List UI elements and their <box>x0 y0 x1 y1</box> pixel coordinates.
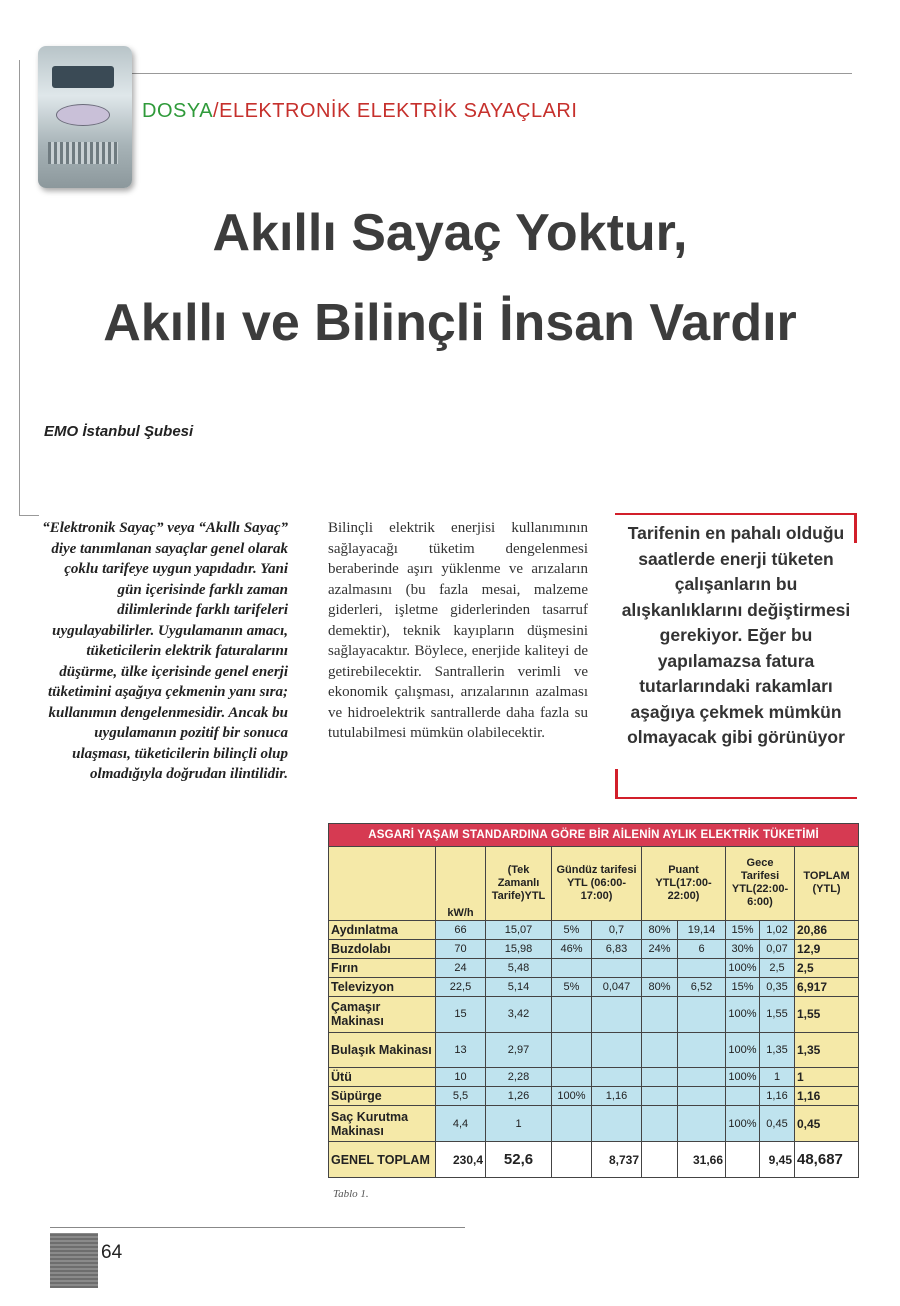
table-cell: 1,16 <box>592 1087 642 1106</box>
table-cell: 100% <box>552 1087 592 1106</box>
table-cell: 30% <box>726 939 760 958</box>
table-cell: 24% <box>642 939 678 958</box>
table-cell: 15,07 <box>486 920 552 939</box>
table-cell <box>678 1068 726 1087</box>
table-cell: 3,42 <box>486 996 552 1032</box>
table-cell: 15% <box>726 920 760 939</box>
total-cell: 52,6 <box>486 1142 552 1178</box>
table-row <box>329 939 859 958</box>
table-cell <box>678 1087 726 1106</box>
meter-display <box>52 66 114 88</box>
row-label: Buzdolabı <box>329 939 436 958</box>
table-cell: 100% <box>726 1032 760 1068</box>
table-cell: 1,16 <box>795 1087 859 1106</box>
table-cell: 5% <box>552 920 592 939</box>
meter-terminal-strip <box>48 142 118 164</box>
total-cell: 31,66 <box>678 1142 726 1178</box>
frame-left-rule <box>19 60 20 515</box>
table-cell: 100% <box>726 1106 760 1142</box>
article-title <box>40 188 860 368</box>
table-cell <box>552 1068 592 1087</box>
pull-quote-rule-left <box>615 769 618 799</box>
table-row <box>329 977 859 996</box>
table-cell: 0,7 <box>592 920 642 939</box>
table-cell <box>552 996 592 1032</box>
table-cell: 6,83 <box>592 939 642 958</box>
header-cell: Gece Tarifesi YTL(22:00-6:00) <box>726 846 795 920</box>
table-cell: 0,45 <box>760 1106 795 1142</box>
total-cell <box>552 1142 592 1178</box>
table-cell: 2,97 <box>486 1032 552 1068</box>
total-cell <box>726 1142 760 1178</box>
table-cell: 100% <box>726 1068 760 1087</box>
table-cell <box>592 1106 642 1142</box>
table-cell: 1,35 <box>760 1032 795 1068</box>
table-cell <box>552 958 592 977</box>
header-cell: Gündüz tarifesi YTL (06:00-17:00) <box>552 846 642 920</box>
table-cell: 0,45 <box>795 1106 859 1142</box>
row-label: Televizyon <box>329 977 436 996</box>
total-cell: 8,737 <box>592 1142 642 1178</box>
table-cell: 1 <box>486 1106 552 1142</box>
table-cell <box>726 1087 760 1106</box>
table-cell: 66 <box>436 920 486 939</box>
table-cell: 15,98 <box>486 939 552 958</box>
table-cell: 80% <box>642 977 678 996</box>
table-row <box>329 1106 859 1142</box>
table-cell: 1,35 <box>795 1032 859 1068</box>
table-cell: 6 <box>678 939 726 958</box>
table-footnote: Tablo 1. <box>333 1188 369 1200</box>
table-cell <box>642 1106 678 1142</box>
table-cell: 0,047 <box>592 977 642 996</box>
table-cell: 2,28 <box>486 1068 552 1087</box>
table-total-row <box>329 1142 859 1178</box>
title-line-1: Akıllı Sayaç Yoktur, <box>212 204 688 262</box>
table-row <box>329 1032 859 1068</box>
table-cell <box>678 1032 726 1068</box>
table-row <box>329 958 859 977</box>
footer-rule <box>50 1227 465 1228</box>
electricity-meter-image <box>38 46 132 188</box>
table-cell: 5,5 <box>436 1087 486 1106</box>
table-cell: 2,5 <box>795 958 859 977</box>
table-cell <box>678 996 726 1032</box>
frame-top-rule <box>130 73 852 74</box>
header-cell: kW/h <box>436 846 486 920</box>
table-cell: 6,52 <box>678 977 726 996</box>
table-cell: 2,5 <box>760 958 795 977</box>
section-heading <box>142 100 577 123</box>
table-row <box>329 920 859 939</box>
table-cell <box>642 1032 678 1068</box>
table-cell: 0,07 <box>760 939 795 958</box>
table-cell: 1,55 <box>760 996 795 1032</box>
table-cell <box>642 996 678 1032</box>
table-cell: 80% <box>642 920 678 939</box>
page-number: 64 <box>101 1242 123 1263</box>
total-cell <box>642 1142 678 1178</box>
total-label: GENEL TOPLAM <box>329 1142 436 1178</box>
table-row <box>329 1068 859 1087</box>
pull-quote-text: Tarifenin en pahalı olduğu saatlerde enerji tüketen çalışanların bu alışkanlıklarını değiştirmesi gerekiyor. Eğer bu yapılamazsa fatura tutarlarındaki rakamları aşağıya çekmek mümkün olmayacak gibi görünüyor <box>621 523 851 747</box>
table-cell: 100% <box>726 958 760 977</box>
pull-quote <box>615 513 857 799</box>
table-cell: 5% <box>552 977 592 996</box>
table-cell: 1,55 <box>795 996 859 1032</box>
table-cell: 4,4 <box>436 1106 486 1142</box>
section-prefix: DOSYA <box>142 100 214 122</box>
total-cell: 48,687 <box>795 1142 859 1178</box>
row-label: Çamaşır Makinası <box>329 996 436 1032</box>
table-row <box>329 1087 859 1106</box>
table-cell: 22,5 <box>436 977 486 996</box>
frame-bottom-rule <box>19 515 39 516</box>
table-cell: 20,86 <box>795 920 859 939</box>
row-label: Aydınlatma <box>329 920 436 939</box>
lead-paragraph: “Elektronik Sayaç” veya “Akıllı Sayaç” diye tanımlanan sayaçlar genel olarak çoklu tarifeye uygun yapıdadır. Yani gün içerisinde farklı zaman dilimlerinde farklı tarifeleri uygulayabilirler. Uygulamanın amacı, tüketicilerin elektrik faturalarını düşürme, ülke içerisinde genel enerji tüketimini aşağıya çekmenin yanı sıra; kullanımın dengelenmesidir. Ancak bu uygulamanın pozitif bir sonuca ulaşması, tüketicilerin bilinçli olup olmadığıyla doğrudan ilintilidir. <box>42 520 288 782</box>
table-cell: 46% <box>552 939 592 958</box>
header-cell <box>329 846 436 920</box>
table-cell: 5,14 <box>486 977 552 996</box>
table-cell: 1,16 <box>760 1087 795 1106</box>
table-cell: 0,35 <box>760 977 795 996</box>
table-cell: 70 <box>436 939 486 958</box>
table-cell: 15% <box>726 977 760 996</box>
table-caption: ASGARİ YAŞAM STANDARDINA GÖRE BİR AİLENİN AYLIK ELEKTRİK TÜKETİMİ <box>329 824 859 847</box>
table-cell <box>592 958 642 977</box>
meter-disc <box>56 104 110 126</box>
row-label: Ütü <box>329 1068 436 1087</box>
table-cell: 6,917 <box>795 977 859 996</box>
table-cell <box>592 1032 642 1068</box>
table-cell <box>642 1068 678 1087</box>
table-cell <box>592 996 642 1032</box>
table-cell <box>678 1106 726 1142</box>
header-cell: Puant YTL(17:00-22:00) <box>642 846 726 920</box>
row-label: Saç Kurutma Makinası <box>329 1106 436 1142</box>
table-cell <box>552 1032 592 1068</box>
total-cell: 9,45 <box>760 1142 795 1178</box>
table-cell <box>678 958 726 977</box>
pull-quote-rule-top <box>615 513 857 515</box>
total-cell: 230,4 <box>436 1142 486 1178</box>
table-cell: 12,9 <box>795 939 859 958</box>
section-name: ELEKTRONİK ELEKTRİK SAYAÇLARI <box>219 100 578 122</box>
table-cell <box>642 1087 678 1106</box>
table-cell: 1,02 <box>760 920 795 939</box>
table-cell <box>552 1106 592 1142</box>
table-cell <box>592 1068 642 1087</box>
page-marker <box>50 1233 98 1288</box>
section-separator: / <box>213 100 220 122</box>
row-label: Süpürge <box>329 1087 436 1106</box>
row-label: Fırın <box>329 958 436 977</box>
body-paragraph: Bilinçli elektrik enerjisi kullanımının sağlayacağı tüketim dengelenmesi beraberinde aşırı yüklenme ve arızaların azalmasını (bu fazla mesai, malzeme giderleri, işletme giderlerinden tasarruf demektir), teknik kayıpların düşmesini sağlayacaktır. Böylece, enerjide kaliteyi de getirebilecektir. Santrallerin verimli ve ekonomik çalışması, arızalarının azalması ve hidroelektrik santrallerde daha fazla su tutulabilmesi mümkün olabilecektir. <box>328 520 588 741</box>
consumption-table <box>328 823 859 1178</box>
table-cell: 1 <box>760 1068 795 1087</box>
table-cell: 13 <box>436 1032 486 1068</box>
table-cell: 10 <box>436 1068 486 1087</box>
author: EMO İstanbul Şubesi <box>44 423 194 440</box>
header-cell: TOPLAM (YTL) <box>795 846 859 920</box>
table-cell: 19,14 <box>678 920 726 939</box>
table-cell: 5,48 <box>486 958 552 977</box>
title-line-2: Akıllı ve Bilinçli İnsan Vardır <box>103 294 797 352</box>
table-cell: 100% <box>726 996 760 1032</box>
table-cell: 1 <box>795 1068 859 1087</box>
table-cell: 15 <box>436 996 486 1032</box>
table-cell: 1,26 <box>486 1087 552 1106</box>
row-label: Bulaşık Makinası <box>329 1032 436 1068</box>
table-cell: 24 <box>436 958 486 977</box>
table-row <box>329 996 859 1032</box>
table-header-row <box>329 846 859 920</box>
table-cell <box>642 958 678 977</box>
header-cell: (Tek Zamanlı Tarife)YTL <box>486 846 552 920</box>
pull-quote-rule-bottom <box>615 797 857 799</box>
